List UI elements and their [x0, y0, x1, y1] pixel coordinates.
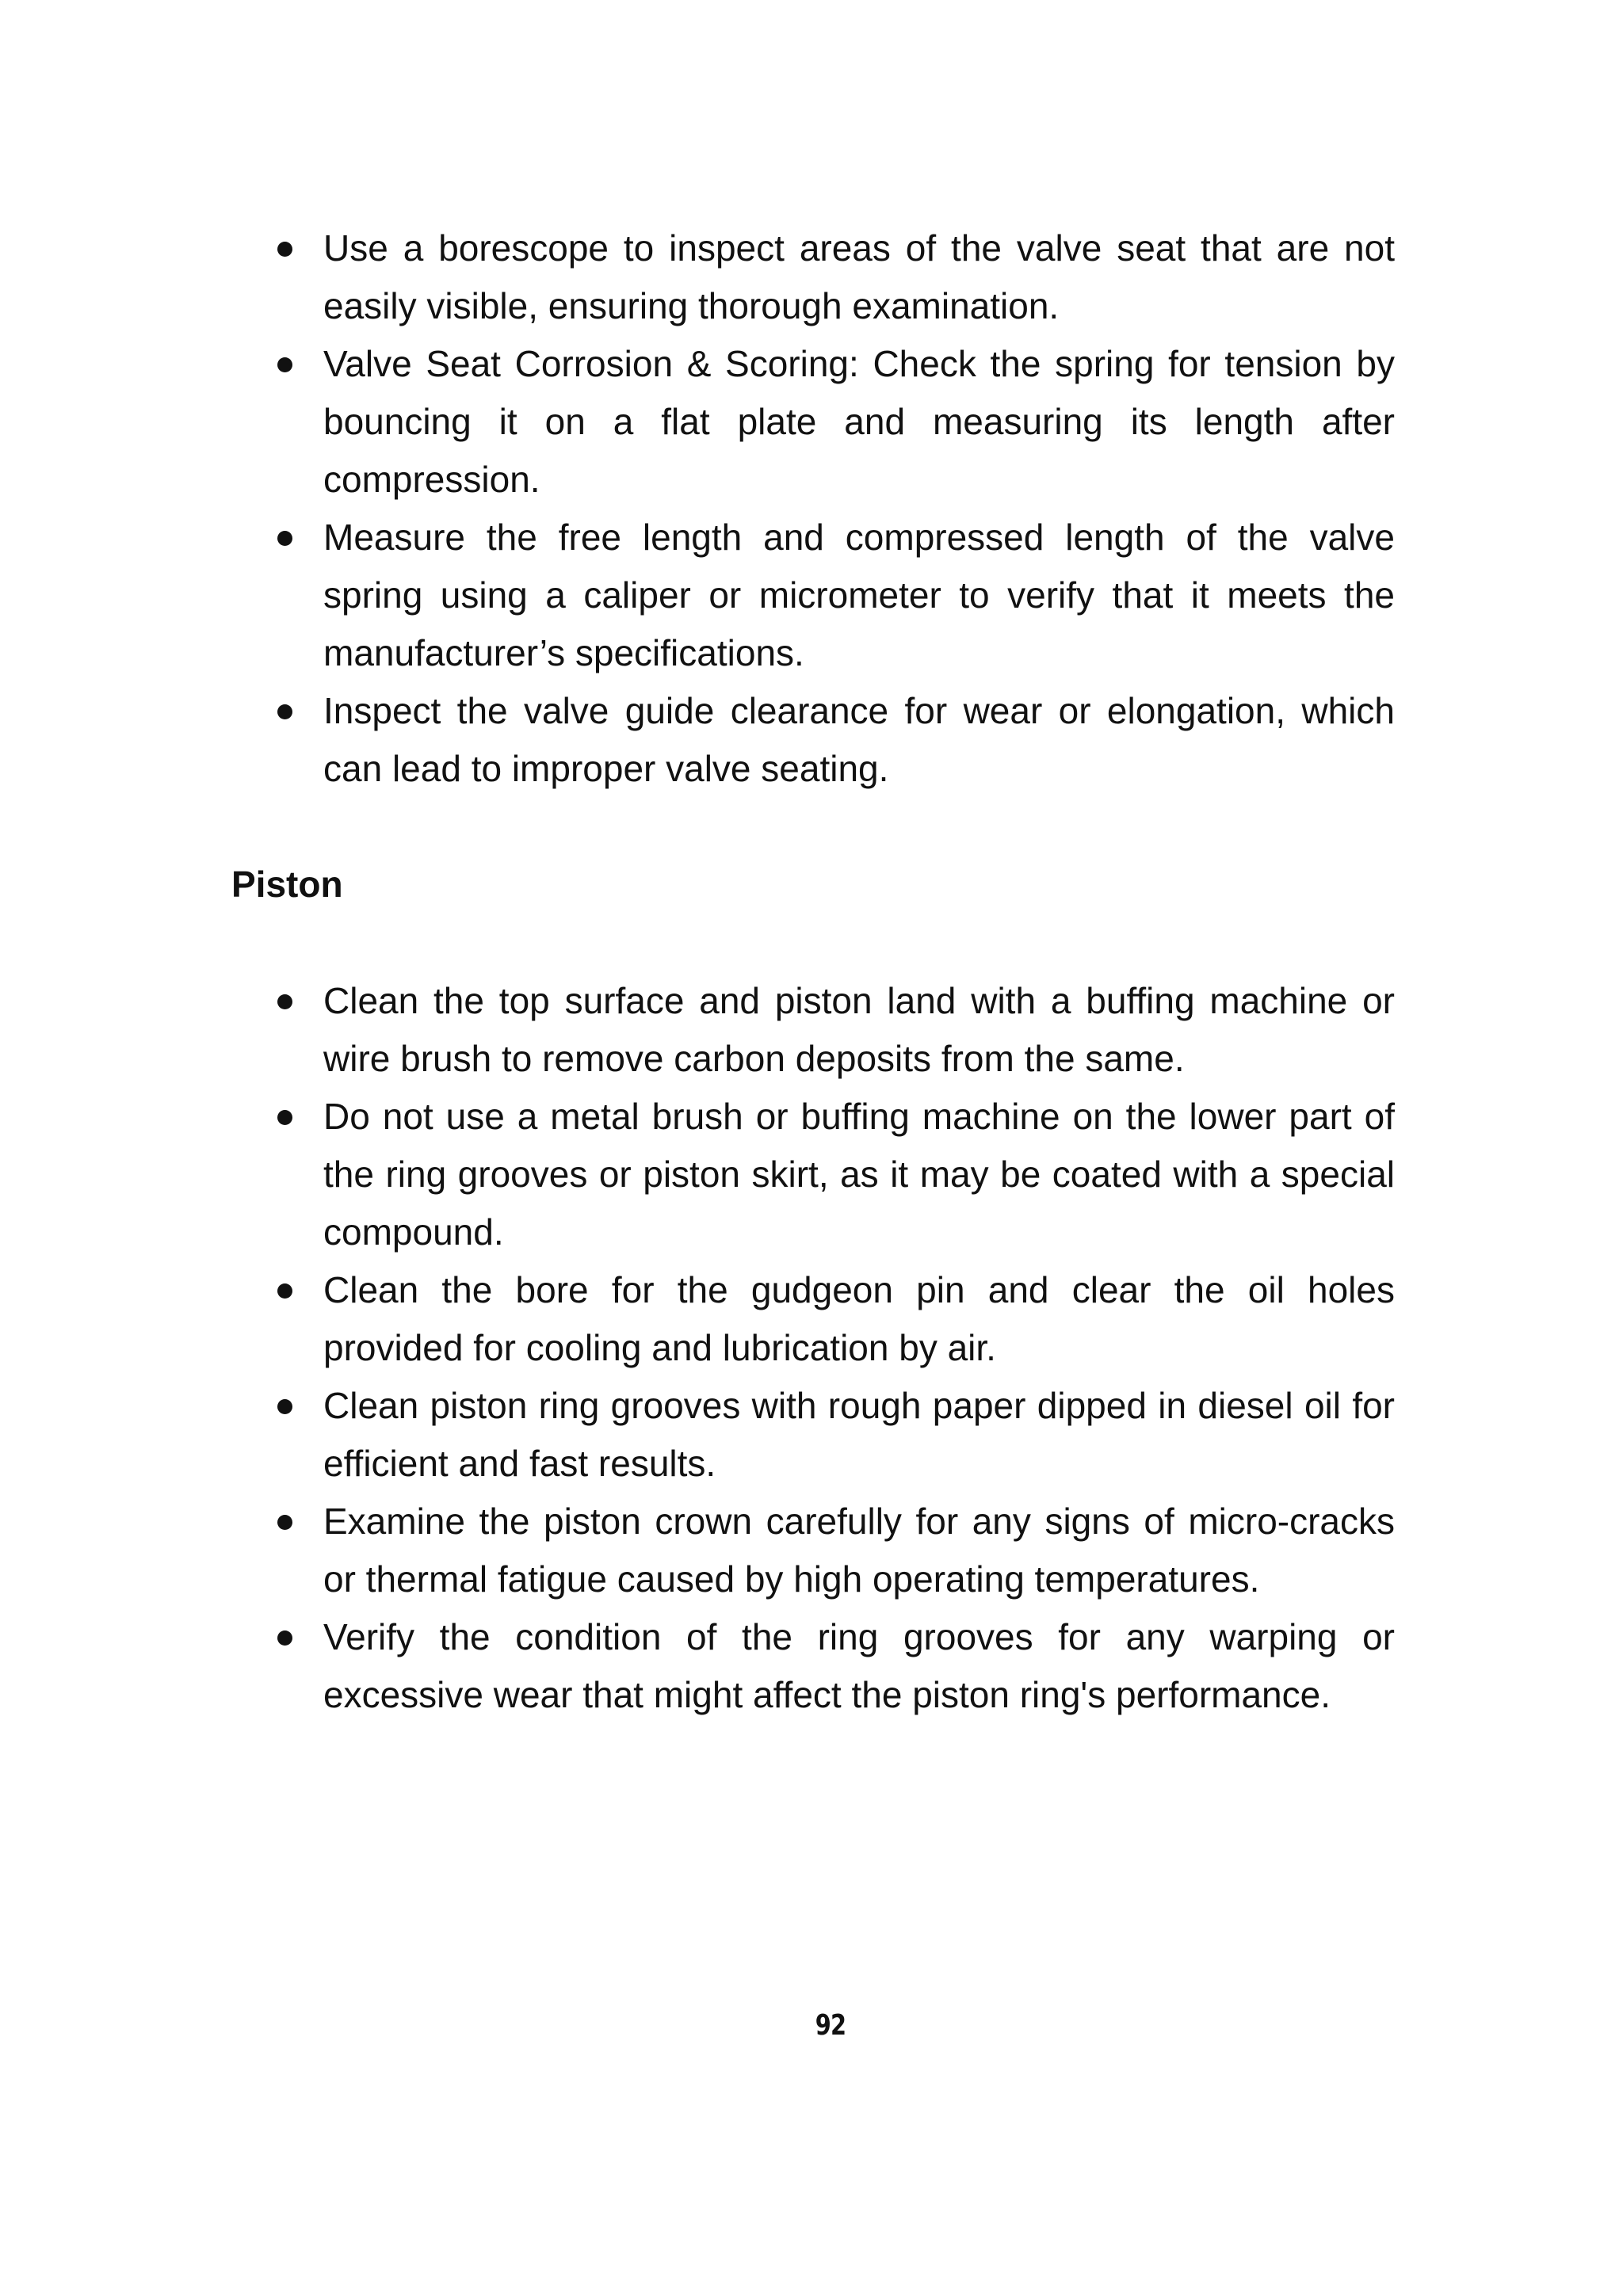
list-item-text: Clean piston ring grooves with rough paper dipped in diesel oil for efficient and fast results.	[323, 1385, 1395, 1484]
list-item-text: Verify the condition of the ring grooves for any warping or excessive wear that might affect the piston ring's performance.	[323, 1616, 1395, 1715]
list-item-text: Valve Seat Corrosion & Scoring: Check the spring for tension by bouncing it on a flat plate and measuring its length after compression.	[323, 343, 1395, 500]
list-item	[277, 509, 1395, 682]
page-number: 92	[815, 2009, 846, 2042]
bullet-icon	[277, 531, 292, 546]
bullet-icon	[277, 1110, 292, 1125]
list-item	[277, 682, 1395, 798]
list-item	[277, 1261, 1395, 1377]
list-item	[277, 1608, 1395, 1724]
list-item-text: Do not use a metal brush or buffing machine on the lower part of the ring grooves or piston skirt, as it may be coated with a special compound.	[323, 1096, 1395, 1253]
section-heading-piston: Piston	[231, 864, 343, 905]
list-item	[277, 219, 1395, 335]
list-item-text: Measure the free length and compressed length of the valve spring using a caliper or micrometer to verify that it meets the manufacturer’s specifications.	[323, 517, 1395, 673]
list-item	[277, 1493, 1395, 1608]
bullet-icon	[277, 1630, 292, 1646]
list-item-text: Use a borescope to inspect areas of the valve seat that are not easily visible, ensuring thorough examination.	[323, 227, 1395, 326]
list-item	[277, 1377, 1395, 1493]
valve-bullet-list	[277, 219, 1395, 798]
list-item-text: Inspect the valve guide clearance for wear or elongation, which can lead to improper valve seating.	[323, 690, 1395, 789]
list-item	[277, 972, 1395, 1088]
bullet-icon	[277, 994, 292, 1009]
list-item	[277, 335, 1395, 509]
list-item	[277, 1088, 1395, 1261]
piston-bullet-list	[277, 972, 1395, 1724]
bullet-icon	[277, 704, 292, 719]
bullet-icon	[277, 1515, 292, 1530]
bullet-icon	[277, 1283, 292, 1299]
list-item-text: Examine the piston crown carefully for any signs of micro-cracks or thermal fatigue caused by high operating temperatures.	[323, 1501, 1395, 1600]
bullet-icon	[277, 1399, 292, 1414]
list-item-text: Clean the bore for the gudgeon pin and clear the oil holes provided for cooling and lubrication by air.	[323, 1269, 1395, 1368]
bullet-icon	[277, 242, 292, 257]
list-item-text: Clean the top surface and piston land with a buffing machine or wire brush to remove carbon deposits from the same.	[323, 980, 1395, 1079]
bullet-icon	[277, 357, 292, 372]
